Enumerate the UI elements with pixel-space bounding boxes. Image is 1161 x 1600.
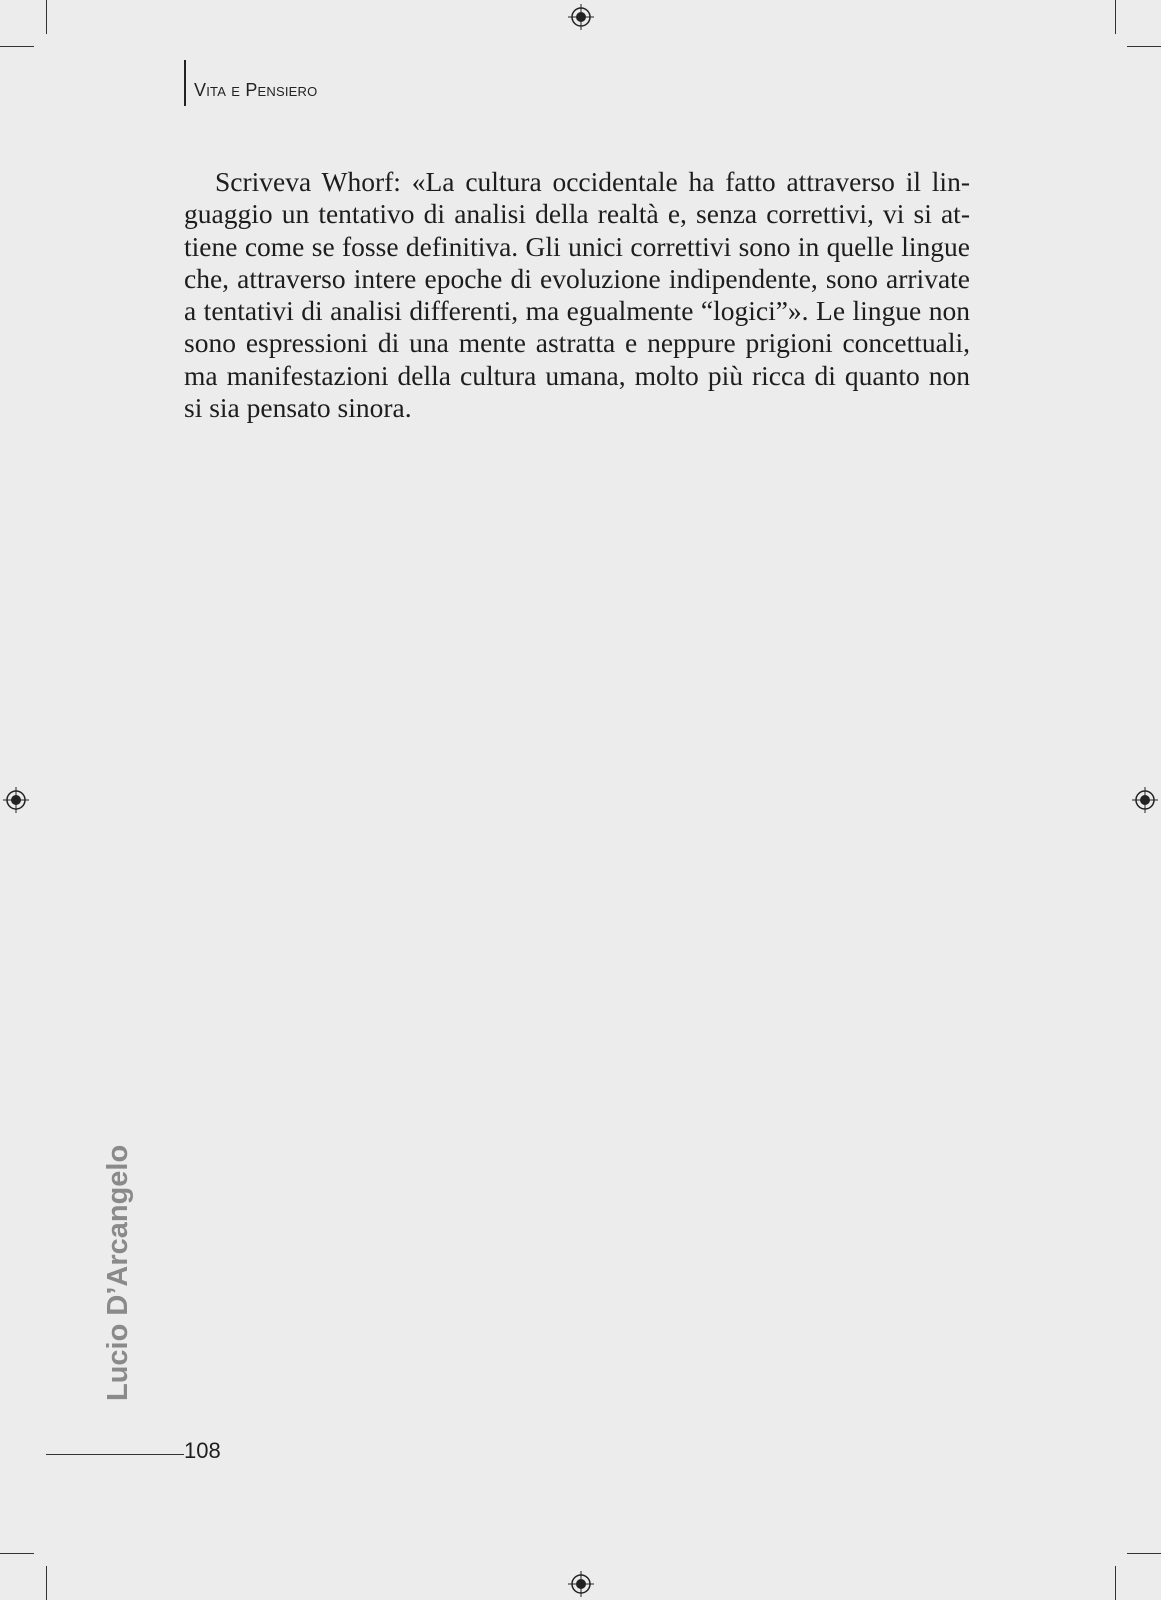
folio-rule bbox=[46, 1454, 184, 1455]
crop-mark-bottom-left bbox=[46, 1566, 47, 1600]
body-paragraph: Scriveva Whorf: «La cultura occidentale ha fatto attraverso il linguaggio un tentativo di analisi della realtà e, senza correttivi, vi si attiene come se fosse definitiva. Gli unici correttivi sono in quelle lingue che, attraverso intere epoche di evoluzione indipendente, sono arrivate a tentativi di analisi differenti, ma egualmente “logici”». Le lingue non sono espressioni di una mente astratta e neppure prigioni concettuali, ma manifestazioni della cultura umana, molto più ricca di quanto non si sia pensato sinora. bbox=[184, 166, 970, 424]
crop-mark-bottom-left bbox=[0, 1553, 34, 1554]
crop-mark-top-left bbox=[46, 0, 47, 34]
running-header bbox=[184, 60, 318, 106]
running-header-title: Vita e Pensiero bbox=[194, 80, 318, 100]
crop-mark-bottom-right bbox=[1115, 1566, 1116, 1600]
registration-mark-right bbox=[1132, 787, 1158, 813]
crop-mark-top-right bbox=[1115, 0, 1116, 34]
registration-mark-bottom bbox=[568, 1571, 594, 1597]
registration-mark-left bbox=[3, 787, 29, 813]
crop-mark-top-left bbox=[0, 46, 34, 47]
page-number: 108 bbox=[184, 1438, 221, 1463]
registration-mark-top bbox=[568, 4, 594, 30]
author-name-vertical: Lucio D’Arcangelo bbox=[102, 1144, 134, 1401]
crop-mark-top-right bbox=[1127, 46, 1161, 47]
crop-mark-bottom-right bbox=[1127, 1553, 1161, 1554]
